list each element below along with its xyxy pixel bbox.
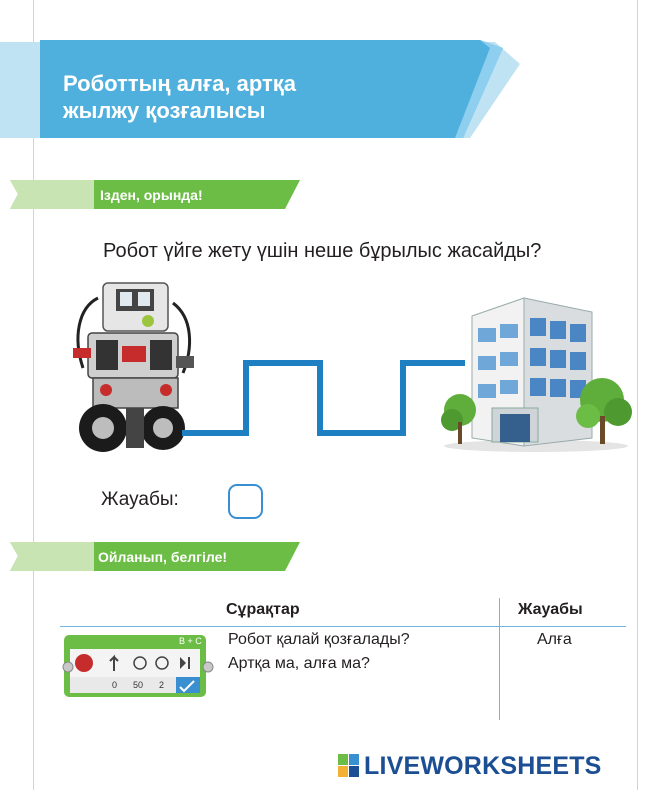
table-column-divider: [499, 598, 500, 720]
lesson-title-line-1: Роботтың алға, артқа: [63, 71, 297, 96]
column-header-answer: Жауабы: [518, 601, 583, 618]
lesson-title-line-2: жылжу қозғалысы: [63, 98, 266, 123]
table-row-answer: Алға: [537, 631, 572, 648]
move-block-value-2: 50: [133, 680, 144, 690]
move-block-port: B + C: [179, 636, 202, 646]
table-row-question: [228, 628, 498, 676]
building-illustration: [440, 288, 632, 453]
liveworksheets-logo[interactable]: [338, 752, 638, 780]
robot-illustration: [58, 278, 198, 456]
move-block-value-3: 2: [159, 680, 165, 690]
question-text: Робот үйге жету үшін неше бұрылыс жасайды?: [103, 240, 542, 262]
column-header-questions: Сұрақтар: [226, 601, 300, 618]
lesson-title: [63, 70, 403, 124]
section-heading-think: Ойланып, белгіле!: [98, 549, 228, 565]
liveworksheets-logo-icon: [338, 754, 360, 778]
move-block-value-1: 0: [112, 680, 118, 690]
question-line-2: Артқа ма, алға ма?: [228, 655, 370, 672]
table-header-rule: [60, 626, 626, 627]
section-heading-search: Ізден, орында!: [100, 187, 203, 203]
robot-path-line: [180, 355, 480, 440]
question-line-1: Робот қалай қозғалады?: [228, 631, 410, 648]
move-steering-block: [62, 631, 214, 701]
answer-label: Жауабы:: [101, 489, 179, 510]
liveworksheets-logo-text: LIVEWORKSHEETS: [364, 752, 602, 780]
answer-input-box[interactable]: [228, 484, 263, 519]
